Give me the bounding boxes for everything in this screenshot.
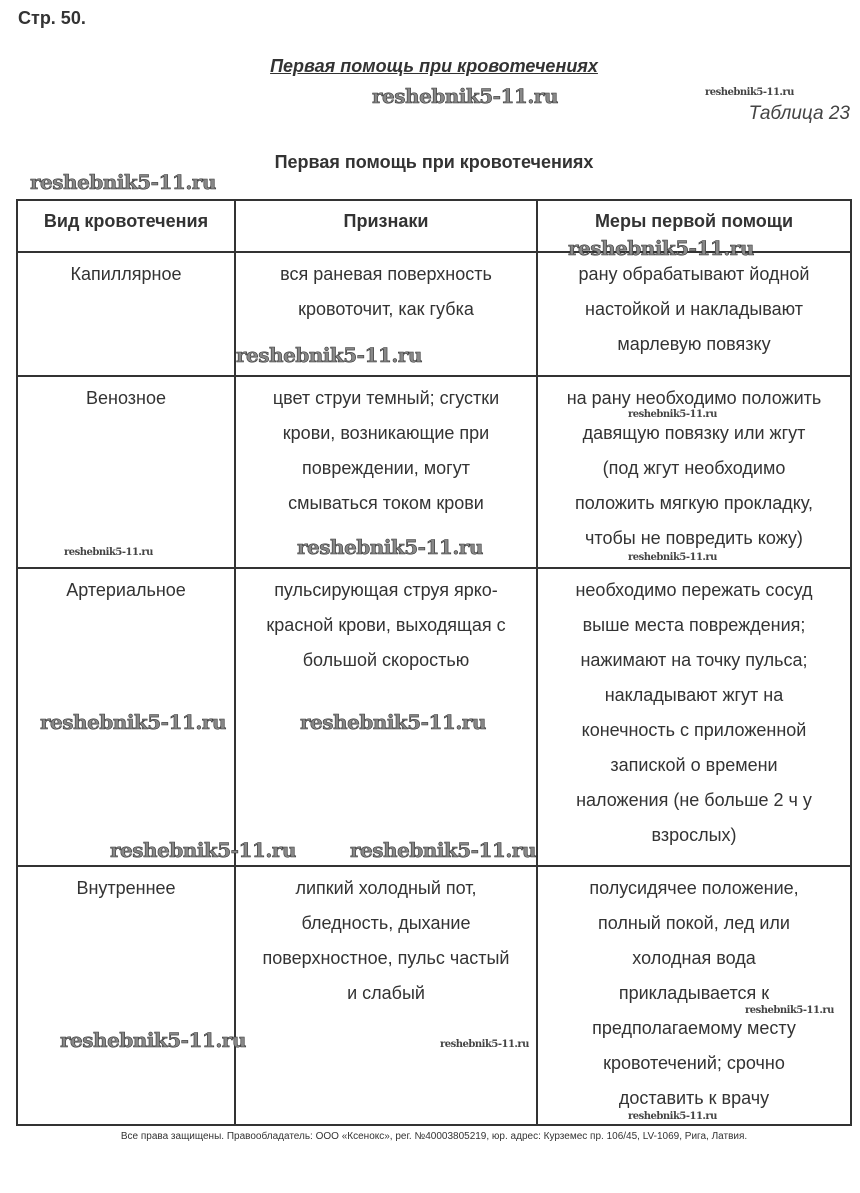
cell-text-line: нажимают на точку пульса; — [580, 650, 808, 670]
cell-text-line: предполагаемому месту — [592, 1018, 796, 1038]
cell-text-line: кровоточит, как губка — [298, 299, 474, 319]
table-cell-first-aid-measures — [538, 573, 850, 853]
cell-text-line: накладывают жгут на — [604, 685, 784, 705]
watermark: reshebnik5-11.ru — [64, 547, 153, 558]
watermark: reshebnik5-11.ru — [297, 535, 483, 559]
cell-text-line: Капиллярное — [70, 264, 182, 284]
cell-text-line: цвет струи темный; сгустки — [272, 388, 500, 408]
watermark: reshebnik5-11.ru — [628, 409, 717, 420]
column-header-bleeding-type: Вид кровотечения — [43, 211, 209, 231]
table-cell-first-aid-measures — [538, 257, 850, 362]
cell-text-line: (под жгут необходимо — [602, 458, 786, 478]
watermark: reshebnik5-11.ru — [440, 1039, 529, 1050]
table-divider — [16, 375, 852, 377]
cell-text-line: выше места повреждения; — [582, 615, 806, 635]
cell-text-line: чтобы не повредить кожу) — [585, 528, 803, 548]
watermark: reshebnik5-11.ru — [628, 552, 717, 563]
page-number: Стр. 50. — [18, 8, 86, 28]
cell-text-line: Венозное — [86, 388, 166, 408]
watermark: reshebnik5-11.ru — [628, 1111, 717, 1122]
column-header-signs: Признаки — [343, 211, 429, 231]
cell-text-line: марлевую повязку — [617, 334, 771, 354]
cell-text-line: конечность с приложенной — [581, 720, 807, 740]
cell-text-line: настойкой и накладывают — [585, 299, 803, 319]
cell-text-line: красной крови, выходящая с — [266, 615, 506, 635]
watermark: reshebnik5-11.ru — [300, 710, 486, 734]
cell-text-line: повреждении, могут — [302, 458, 470, 478]
table-cell-signs — [236, 573, 536, 678]
table-cell-signs — [236, 871, 536, 1011]
watermark: reshebnik5-11.ru — [236, 343, 422, 367]
cell-text-line: бледность, дыхание — [301, 913, 471, 933]
table-cell-bleeding-type — [18, 381, 234, 416]
cell-text-line: полусидячее положение, — [589, 878, 799, 898]
cell-text-line: рану обрабатывают йодной — [578, 264, 810, 284]
cell-text-line: пульсирующая струя ярко- — [274, 580, 498, 600]
cell-text-line: наложения (не больше 2 ч у — [576, 790, 812, 810]
cell-text-line: доставить к врачу — [618, 1088, 770, 1108]
watermark: reshebnik5-11.ru — [30, 170, 216, 194]
table-cell-bleeding-type — [18, 257, 234, 292]
cell-text-line: смываться током крови — [288, 493, 484, 513]
watermark: reshebnik5-11.ru — [60, 1028, 246, 1052]
cell-text-line: липкий холодный пот, — [295, 878, 477, 898]
table-cell-first-aid-measures — [538, 381, 850, 556]
column-header-first-aid-measures: Меры первой помощи — [594, 211, 794, 231]
table-cell-signs — [236, 381, 536, 521]
document-title: Первая помощь при кровотечениях — [270, 56, 598, 76]
table-cell-signs — [236, 257, 536, 327]
table-divider — [16, 567, 852, 569]
watermark: reshebnik5-11.ru — [350, 838, 536, 862]
cell-text-line: на рану необходимо положить — [566, 388, 822, 408]
table-divider — [16, 865, 852, 867]
cell-text-line: давящую повязку или жгут — [582, 423, 806, 443]
cell-text-line: Артериальное — [66, 580, 186, 600]
cell-text-line: большой скоростью — [302, 650, 470, 670]
cell-text-line: полный покой, лед или — [598, 913, 790, 933]
cell-text-line: вся раневая поверхность — [280, 264, 492, 284]
watermark: reshebnik5-11.ru — [568, 236, 754, 260]
cell-text-line: прикладывается к — [618, 983, 770, 1003]
cell-text-line: крови, возникающие при — [282, 423, 490, 443]
watermark: reshebnik5-11.ru — [372, 84, 558, 108]
watermark: reshebnik5-11.ru — [40, 710, 226, 734]
table-caption: Первая помощь при кровотечениях — [274, 152, 594, 172]
table-cell-first-aid-measures — [538, 871, 850, 1116]
table-cell-bleeding-type — [18, 573, 234, 608]
cell-text-line: и слабый — [347, 983, 425, 1003]
table-cell-bleeding-type — [18, 871, 234, 906]
cell-text-line: поверхностное, пульс частый — [262, 948, 510, 968]
watermark: reshebnik5-11.ru — [705, 87, 794, 98]
cell-text-line: холодная вода — [632, 948, 756, 968]
cell-text-line: необходимо пережать сосуд — [575, 580, 813, 600]
cell-text-line: положить мягкую прокладку, — [575, 493, 813, 513]
copyright-footer: Все права защищены. Правообладатель: ООО «Ксенокс», рег. №40003805219, юр. адрес: Курземес пр. 106/45, LV-1069, Рига, Латвия. — [120, 1131, 748, 1142]
cell-text-line: запиской о времени — [610, 755, 778, 775]
watermark: reshebnik5-11.ru — [110, 838, 296, 862]
watermark: reshebnik5-11.ru — [745, 1005, 834, 1016]
cell-text-line: Внутреннее — [76, 878, 176, 898]
table-label: Таблица 23 — [748, 103, 850, 124]
cell-text-line: кровотечений; срочно — [603, 1053, 785, 1073]
cell-text-line: взрослых) — [651, 825, 737, 845]
